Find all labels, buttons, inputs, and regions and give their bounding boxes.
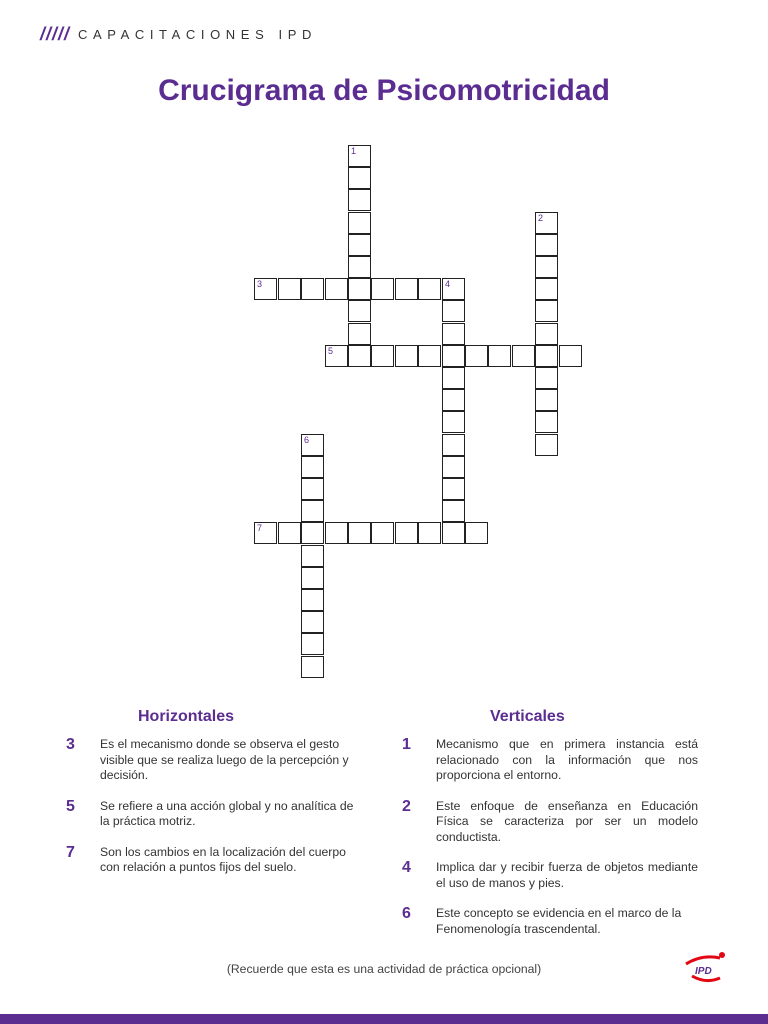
crossword-cell-number: 5 [328,346,334,356]
crossword-cell[interactable] [535,367,558,389]
crossword-cell[interactable] [348,167,371,189]
crossword-cell[interactable] [442,478,465,500]
crossword-cell[interactable] [348,145,371,167]
crossword-cell[interactable] [535,234,558,256]
crossword-cell[interactable] [301,656,324,678]
clue-number: 6 [402,905,411,922]
crossword-cell[interactable] [325,278,348,300]
crossword-cell[interactable] [301,633,324,655]
crossword-cell[interactable] [535,256,558,278]
crossword-cell[interactable] [348,189,371,211]
crossword-cell[interactable] [488,345,511,367]
crossword-cell[interactable] [535,278,558,300]
crossword-cell[interactable] [442,278,465,300]
clue-number: 5 [66,797,75,815]
bottom-bar [0,1014,768,1024]
crossword-cell[interactable] [535,212,558,234]
clue-across-3 [66,737,364,784]
crossword-cell[interactable] [442,300,465,322]
clue-text: Es el mecanismo donde se observa el gesto visible que se realiza luego de la percepción y decisión. [100,737,349,782]
clue-down-6 [402,906,698,937]
clue-across-7 [66,845,364,876]
horizontales-heading: Horizontales [138,708,235,725]
clue-text: Son los cambios en la localización del cuerpo con relación a puntos fijos del suelo. [100,844,346,874]
crossword-cell[interactable] [418,278,441,300]
crossword-cell[interactable] [442,345,465,367]
header [40,24,317,45]
logo-text: IPD [695,966,712,977]
page-title: Crucigrama de Psicomotricidad [158,74,610,107]
crossword-cell[interactable] [535,345,558,367]
crossword-cell[interactable] [442,500,465,522]
crossword-cell[interactable] [348,234,371,256]
logo-dot [719,952,725,958]
crossword-cell[interactable] [278,522,301,544]
ipd-logo [680,950,728,988]
verticales-list [402,737,698,952]
crossword-cell[interactable] [348,522,371,544]
crossword-cell[interactable] [535,434,558,456]
clue-number: 1 [402,736,411,753]
clue-text: Se refiere a una acción global y no analítica de la práctica motriz. [100,798,354,828]
clue-down-1 [402,737,698,784]
clue-down-4 [402,860,698,891]
crossword-cell[interactable] [301,500,324,522]
crossword-cell[interactable] [465,522,488,544]
crossword-cell[interactable] [442,367,465,389]
clue-text: Este enfoque de enseñanza en Educación Física se caracteriza por ser un modelo conductista. [436,798,698,844]
clue-number: 3 [66,736,75,753]
crossword-cell[interactable] [535,323,558,345]
crossword-cell[interactable] [442,434,465,456]
crossword-cell[interactable] [559,345,582,367]
crossword-cell[interactable] [301,589,324,611]
crossword-cell-number: 6 [304,435,310,445]
logo-swoosh-top [686,957,720,964]
crossword-cell-number: 1 [351,146,357,156]
clue-down-2 [402,799,698,846]
crossword-cell[interactable] [418,345,441,367]
crossword-cell[interactable] [442,522,465,544]
crossword-cell[interactable] [371,345,394,367]
clue-number: 2 [402,797,411,815]
crossword-cell[interactable] [301,611,324,633]
crossword-cell[interactable] [442,323,465,345]
crossword-cell[interactable] [535,389,558,411]
crossword-cell[interactable] [535,411,558,433]
clue-number: 4 [402,859,411,876]
crossword-cell[interactable] [395,522,418,544]
crossword-cell[interactable] [512,345,535,367]
crossword-cell[interactable] [278,278,301,300]
crossword-cell[interactable] [348,212,371,234]
clue-text: Implica dar y recibir fuerza de objetos mediante el uso de manos y pies. [436,860,698,890]
crossword-cell[interactable] [442,389,465,411]
crossword-cell[interactable] [371,522,394,544]
crossword-cell[interactable] [348,323,371,345]
clue-text: Este concepto se evidencia en el marco de la Fenomenología trascendental. [436,906,682,936]
crossword-cell[interactable] [442,456,465,478]
clue-across-5 [66,799,364,830]
crossword-cell-number: 4 [445,279,451,289]
crossword-cell[interactable] [348,278,371,300]
crossword-cell[interactable] [395,345,418,367]
crossword-cell[interactable] [418,522,441,544]
crossword-cell-number: 7 [257,523,263,533]
crossword-cell[interactable] [395,278,418,300]
crossword-cell[interactable] [348,256,371,278]
crossword-cell-number: 2 [538,213,544,223]
clue-number: 7 [66,843,75,861]
optional-activity-note: (Recuerde que esta es una actividad de práctica opcional) [226,962,542,976]
clue-text: Mecanismo que en primera instancia está relacionado con la información que nos proporciona el entorno. [436,737,698,782]
crossword-cell[interactable] [465,345,488,367]
crossword-cell[interactable] [442,411,465,433]
crossword-cell[interactable] [325,345,348,367]
crossword-cell[interactable] [254,278,277,300]
crossword-cell[interactable] [301,478,324,500]
verticales-heading: Verticales [490,708,565,725]
crossword-cell[interactable] [301,522,324,544]
crossword-cell[interactable] [535,300,558,322]
horizontales-list [66,737,364,891]
crossword-cell[interactable] [301,434,324,456]
crossword-cell[interactable] [301,456,324,478]
crossword-cell-number: 3 [257,279,263,289]
crossword-cell[interactable] [301,278,324,300]
crossword-cell[interactable] [348,300,371,322]
crossword-cell[interactable] [348,345,371,367]
crossword-cell[interactable] [301,567,324,589]
header-slashes: ///// [40,24,71,44]
crossword-cell[interactable] [301,545,324,567]
crossword-cell[interactable] [254,522,277,544]
header-brand: CAPACITACIONES IPD [78,27,318,42]
crossword-cell[interactable] [371,278,394,300]
crossword-cell[interactable] [325,522,348,544]
